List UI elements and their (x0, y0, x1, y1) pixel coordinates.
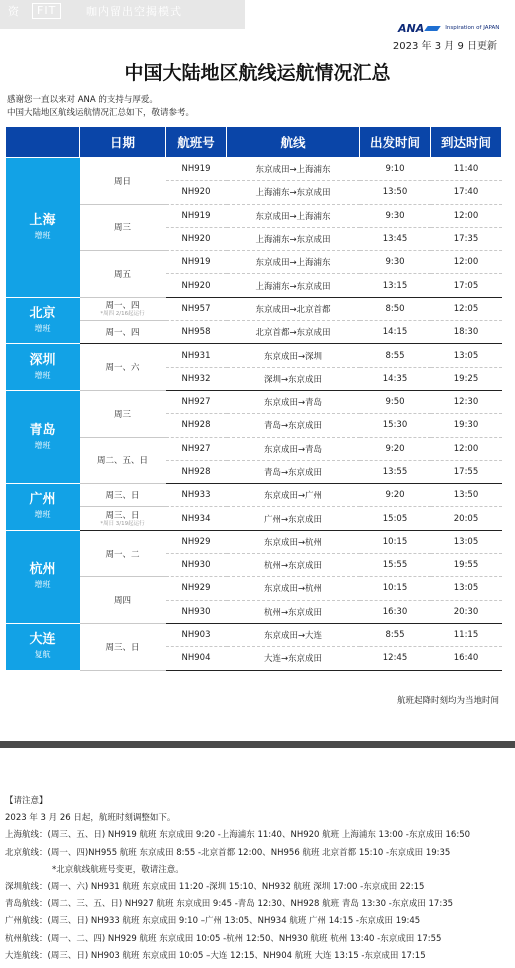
route: 杭州→东京成田 (227, 554, 360, 577)
arrival-time: 18:30 (431, 321, 502, 344)
day-cell (80, 507, 166, 530)
arrival-time: 11:15 (431, 623, 502, 646)
header-arrival: 到达时间 (431, 127, 502, 158)
day-note: *周四 2/16起运行 (100, 311, 145, 318)
table-row (6, 437, 502, 460)
departure-time: 13:45 (360, 227, 431, 250)
arrival-time: 13:05 (431, 577, 502, 600)
day-cell (80, 297, 166, 320)
arrival-time: 17:55 (431, 460, 502, 483)
departure-time: 13:55 (360, 460, 431, 483)
table-row (6, 321, 502, 344)
section-divider (0, 741, 515, 748)
flight-number: NH928 (166, 414, 227, 437)
header-departure: 出发时间 (360, 127, 431, 158)
flight-number: NH927 (166, 390, 227, 413)
arrival-time: 13:05 (431, 344, 502, 367)
notice-section (5, 793, 470, 965)
departure-time: 15:55 (360, 554, 431, 577)
city-cell-guangzhou (6, 484, 80, 531)
flight-number: NH933 (166, 484, 227, 507)
departure-time: 9:30 (360, 204, 431, 227)
table-row (6, 297, 502, 320)
day-cell: 周二、五、日 (80, 437, 166, 484)
route: 东京成田→上海浦东 (227, 251, 360, 274)
arrival-time: 17:40 (431, 181, 502, 204)
flight-number: NH928 (166, 460, 227, 483)
day-cell: 周三 (80, 390, 166, 437)
intro-line: 中国大陆地区航线运航情况汇总如下，敬请参考。 (7, 108, 195, 118)
table-header-row (6, 127, 502, 158)
route: 东京成田→大连 (227, 623, 360, 646)
city-status: 增班 (34, 230, 51, 240)
notice-line: 上海航线：(周三、五、日) NH919 航班 东京成田 9:20 -上海浦东 11:40、NH920 航班 上海浦东 13:00 -东京成田 16:50 (5, 830, 471, 841)
notice-line: 大连航线：(周三、日) NH903 航班 东京成田 10:05 –大连 12:15、NH904 航班 大连 13:15 -东京成田 17:15 (5, 950, 426, 961)
local-time-note: 航班起降时刻均为当地时间 (396, 696, 499, 706)
city-cell-dalian (6, 623, 80, 670)
arrival-time: 12:00 (431, 251, 502, 274)
flight-number: NH930 (166, 600, 227, 623)
arrival-time: 17:05 (431, 274, 502, 297)
notice-line: 青岛航线：(周二、三、五、日) NH927 航班 东京成田 9:45 -青岛 12:30、NH928 航班 青岛 13:30 -东京成田 17:35 (5, 899, 454, 910)
departure-time: 15:30 (360, 414, 431, 437)
day-label: 周三、日 (105, 511, 140, 522)
flight-number: NH920 (166, 227, 227, 250)
departure-time: 10:15 (360, 530, 431, 553)
route: 上海浦东→东京成田 (227, 181, 360, 204)
city-name: 青岛 (29, 422, 56, 438)
day-cell: 周一、二 (80, 530, 166, 577)
ana-logo (398, 22, 499, 34)
arrival-time: 19:55 (431, 554, 502, 577)
departure-time: 15:05 (360, 507, 431, 530)
notice-line: 深圳航线：(周一、六) NH931 航班 东京成田 11:20 -深圳 15:10、NH932 航班 深圳 17:00 -东京成田 22:15 (5, 882, 425, 893)
departure-time: 14:35 (360, 367, 431, 390)
notice-line: 杭州航线：(周一、二、四) NH929 航班 东京成田 10:05 -杭州 12:50、NH930 航班 杭州 13:40 -东京成田 17:55 (5, 933, 442, 944)
flight-number: NH904 (166, 647, 227, 670)
flight-number: NH920 (166, 181, 227, 204)
city-name: 大连 (29, 632, 56, 648)
arrival-time: 20:05 (431, 507, 502, 530)
logo-wordmark: ANA (398, 21, 425, 35)
flight-number: NH927 (166, 437, 227, 460)
day-cell: 周三、日 (80, 623, 166, 670)
route: 上海浦东→东京成田 (227, 274, 360, 297)
notice-line: 广州航线：(周三、日) NH933 航班 东京成田 9:10 –广州 13:05、NH934 航班 广州 14:15 -东京成田 19:45 (5, 916, 421, 927)
arrival-time: 19:30 (431, 414, 502, 437)
arrival-time: 13:05 (431, 530, 502, 553)
route: 东京成田→深圳 (227, 344, 360, 367)
city-name: 北京 (29, 306, 56, 322)
header-city (6, 127, 80, 158)
route: 青岛→东京成田 (227, 414, 360, 437)
flight-number: NH958 (166, 321, 227, 344)
city-cell-shenzhen (6, 344, 80, 391)
intro-text (7, 94, 194, 120)
city-name: 广州 (29, 492, 56, 508)
top-toolbar (0, 0, 245, 29)
day-label: 周一、四 (105, 301, 140, 312)
departure-time: 12:45 (360, 647, 431, 670)
header-flight: 航班号 (166, 127, 227, 158)
logo-slash-icon (424, 26, 441, 31)
notice-heading: 【请注意】 (5, 796, 48, 806)
arrival-time: 11:40 (431, 158, 502, 181)
route: 广州→东京成田 (227, 507, 360, 530)
flight-number: NH919 (166, 251, 227, 274)
table-row (6, 344, 502, 367)
city-name: 杭州 (29, 562, 56, 578)
flight-number: NH931 (166, 344, 227, 367)
flight-number: NH957 (166, 297, 227, 320)
route: 东京成田→上海浦东 (227, 158, 360, 181)
logo-tagline: Inspiration of JAPAN (445, 25, 500, 31)
departure-time: 13:50 (360, 181, 431, 204)
table-row (6, 390, 502, 413)
city-name: 深圳 (29, 352, 56, 368)
flight-number: NH919 (166, 158, 227, 181)
toolbar-mode-toggle[interactable]: 咖内留出空揭模式 (86, 5, 182, 18)
toolbar-fit-button[interactable]: FIT (32, 3, 61, 19)
arrival-time: 20:30 (431, 600, 502, 623)
departure-time: 14:15 (360, 321, 431, 344)
city-cell-qingdao (6, 390, 80, 483)
header-date: 日期 (80, 127, 166, 158)
route: 东京成田→青岛 (227, 390, 360, 413)
flight-number: NH930 (166, 554, 227, 577)
notice-line: 北京航线：(周一、四)NH955 航班 东京成田 8:55 -北京首都 12:00、NH956 航班 北京首都 15:10 -东京成田 19:35 (5, 847, 451, 858)
departure-time: 10:15 (360, 577, 431, 600)
departure-time: 9:20 (360, 484, 431, 507)
flight-number: NH920 (166, 274, 227, 297)
toolbar-item[interactable]: 资 (8, 5, 20, 18)
table-row (6, 507, 502, 530)
city-status: 增班 (34, 370, 51, 380)
route: 杭州→东京成田 (227, 600, 360, 623)
page-title: 中国大陆地区航线运航情况汇总 (124, 62, 391, 84)
departure-time: 8:55 (360, 623, 431, 646)
route: 青岛→东京成田 (227, 460, 360, 483)
notice-line: 2023 年 3 月 26 日起，航班时刻调整如下。 (5, 813, 176, 824)
route: 北京首都→东京成田 (227, 321, 360, 344)
route: 东京成田→上海浦东 (227, 204, 360, 227)
city-cell-beijing (6, 297, 80, 344)
flight-number: NH934 (166, 507, 227, 530)
table-row (6, 158, 502, 181)
departure-time: 9:30 (360, 251, 431, 274)
flight-number: NH929 (166, 577, 227, 600)
day-cell: 周三 (80, 204, 166, 251)
departure-time: 13:15 (360, 274, 431, 297)
departure-time: 8:55 (360, 344, 431, 367)
arrival-time: 12:05 (431, 297, 502, 320)
day-cell: 周一、六 (80, 344, 166, 391)
day-cell: 周三、日 (80, 484, 166, 507)
day-cell: 周日 (80, 158, 166, 205)
day-cell: 周四 (80, 577, 166, 624)
departure-time: 9:20 (360, 437, 431, 460)
route: 大连→东京成田 (227, 647, 360, 670)
city-status: 复航 (34, 650, 51, 660)
city-cell-hangzhou (6, 530, 80, 623)
departure-time: 9:10 (360, 158, 431, 181)
table-row (6, 204, 502, 227)
route: 深圳→东京成田 (227, 367, 360, 390)
route: 东京成田→北京首都 (227, 297, 360, 320)
arrival-time: 12:00 (431, 437, 502, 460)
table-row (6, 530, 502, 553)
header-route: 航线 (227, 127, 360, 158)
city-status: 增班 (34, 580, 51, 590)
route: 东京成田→杭州 (227, 577, 360, 600)
table-row (6, 623, 502, 646)
arrival-time: 13:50 (431, 484, 502, 507)
departure-time: 16:30 (360, 600, 431, 623)
flight-number: NH929 (166, 530, 227, 553)
route: 东京成田→青岛 (227, 437, 360, 460)
arrival-time: 12:30 (431, 390, 502, 413)
arrival-time: 17:35 (431, 227, 502, 250)
table-row (6, 484, 502, 507)
city-cell-shanghai (6, 158, 80, 298)
day-cell: 周五 (80, 251, 166, 298)
intro-line: 感谢您一直以来对 ANA 的支持与厚爱。 (7, 95, 158, 105)
departure-time: 9:50 (360, 390, 431, 413)
day-note: *周日 3/19起运行 (100, 521, 145, 528)
city-status: 增班 (34, 440, 51, 450)
table-row (6, 251, 502, 274)
route: 东京成田→广州 (227, 484, 360, 507)
departure-time: 8:50 (360, 297, 431, 320)
arrival-time: 12:00 (431, 204, 502, 227)
city-status: 增班 (34, 510, 51, 520)
route: 东京成田→杭州 (227, 530, 360, 553)
arrival-time: 19:25 (431, 367, 502, 390)
notice-line: *北京航线航班号变更，敬请注意。 (52, 864, 184, 875)
table-row (6, 577, 502, 600)
flight-number: NH919 (166, 204, 227, 227)
flight-number: NH903 (166, 623, 227, 646)
day-cell: 周一、四 (80, 321, 166, 344)
update-date: 2023 年 3 月 9 日更新 (392, 41, 497, 52)
flight-number: NH932 (166, 367, 227, 390)
arrival-time: 16:40 (431, 647, 502, 670)
city-status: 增班 (34, 324, 51, 334)
schedule-table (5, 126, 502, 671)
route: 上海浦东→东京成田 (227, 227, 360, 250)
city-name: 上海 (29, 212, 56, 228)
